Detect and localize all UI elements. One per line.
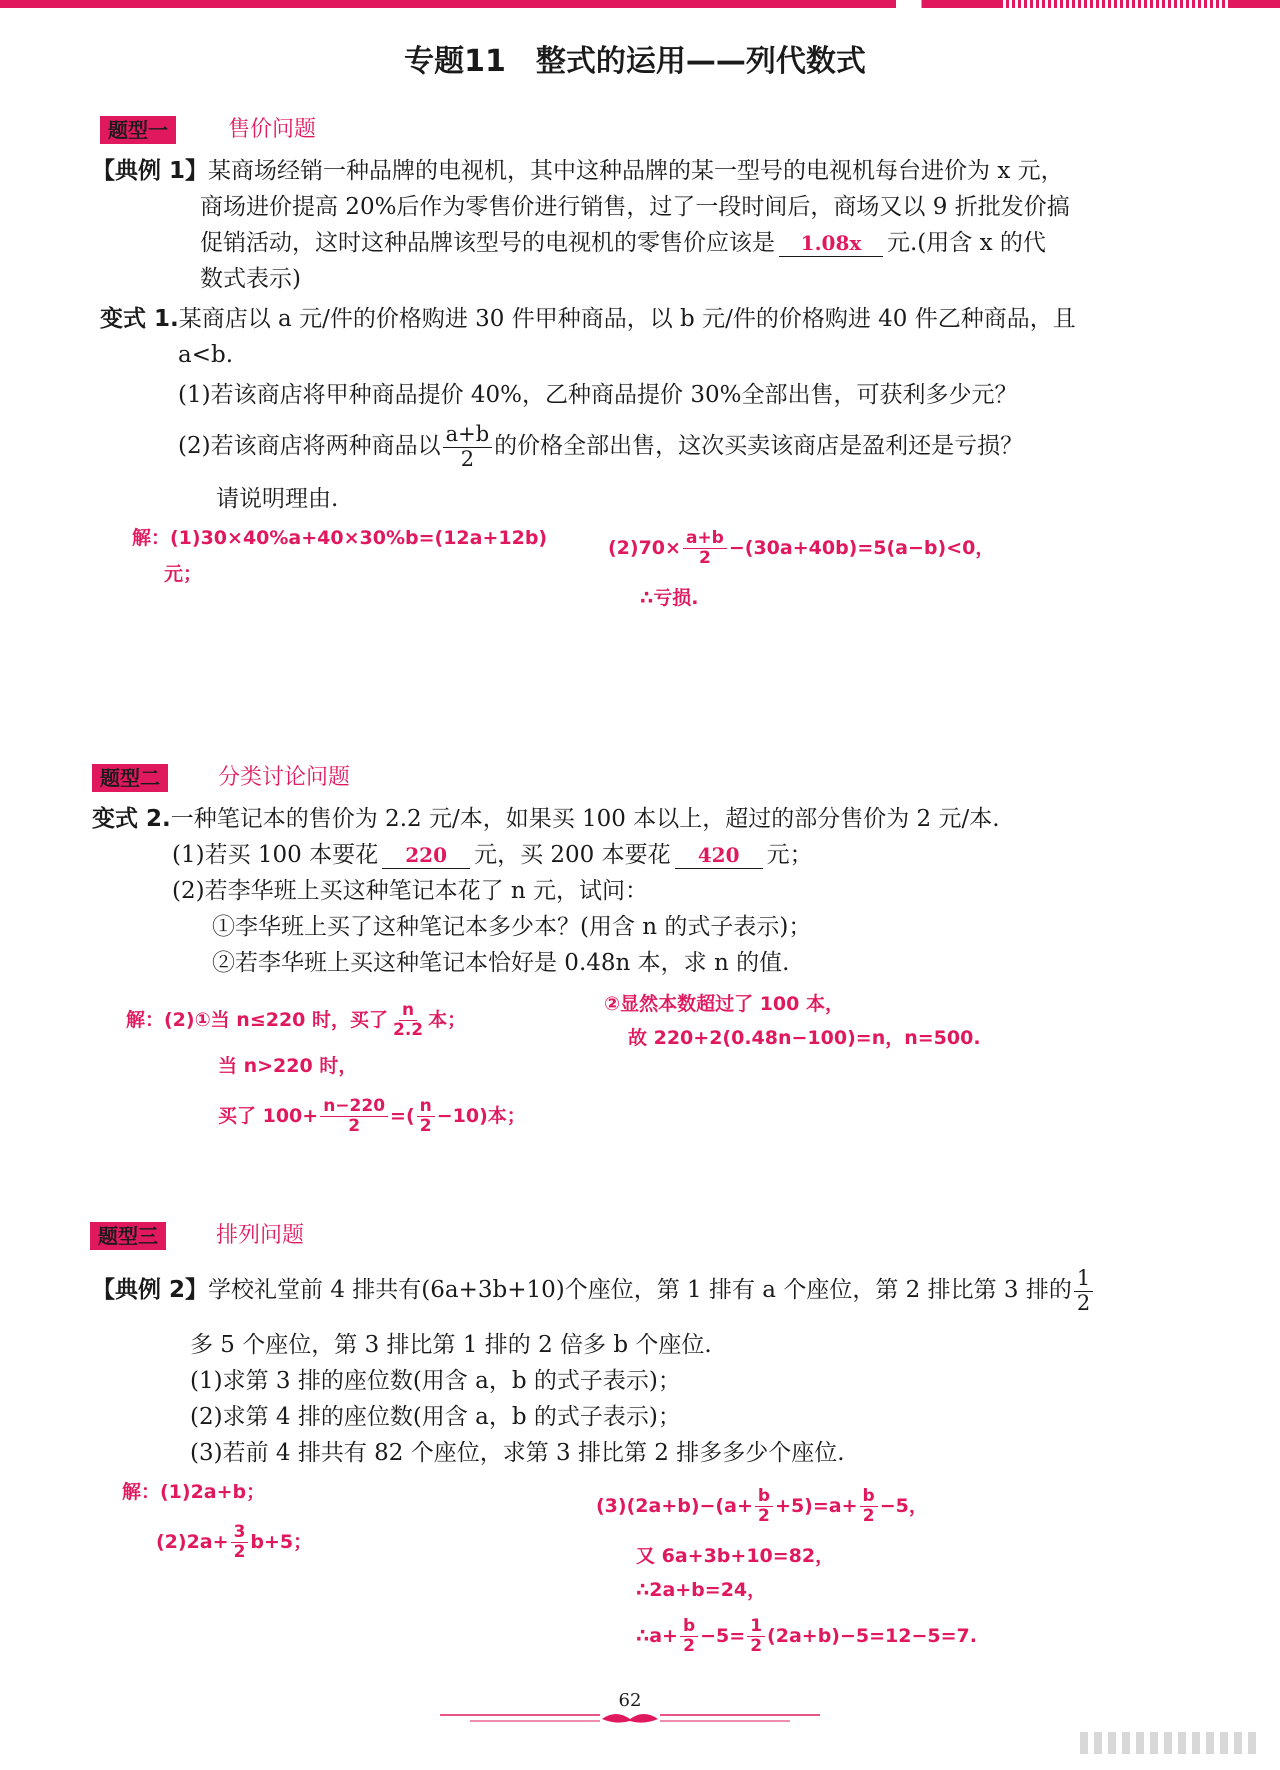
- answer-text-c: (2a+b)−5=12−5=7.: [767, 1625, 977, 1647]
- variant-1-question-2: [178, 416, 1023, 476]
- fraction-numerator: 1: [747, 1617, 765, 1637]
- variant-1-answer-2-line-1: [608, 520, 994, 576]
- variant-2-text-1: 一种笔记本的售价为 2.2 元/本，如果买 100 本以上，超过的部分售价为 2 元/本.: [170, 806, 1000, 832]
- fraction-denominator: 2: [750, 1636, 763, 1656]
- variant-1-line-1: [100, 302, 1076, 336]
- example-1-line-4: 数式表示): [200, 266, 301, 292]
- fraction-numerator: n: [417, 1097, 435, 1117]
- fraction: [320, 1097, 388, 1135]
- fraction-numerator: a+b: [443, 423, 493, 447]
- fraction-numerator: n−220: [320, 1097, 388, 1117]
- variant-1-answer-2-line-2: ∴亏损.: [640, 587, 699, 609]
- fraction: [755, 1487, 773, 1525]
- variant-2-q1-text: (1)若买 100 本要花: [172, 842, 379, 868]
- example-2-answer-3-line-4: [636, 1606, 977, 1666]
- fraction: [417, 1097, 435, 1135]
- fraction-numerator: 1: [1074, 1267, 1093, 1291]
- answer-text-b: −5=: [700, 1625, 746, 1647]
- example-2-text-1: 学校礼堂前 4 排共有(6a+3b+10)个座位，第 1 排有 a 个座位，第 2 排比第 3 排的: [208, 1277, 1072, 1303]
- variant-2-answer-a-line-2: 当 n>220 时，: [218, 1055, 358, 1077]
- variant-2-line-1: [92, 802, 1000, 836]
- example-1-line-2: 商场进价提高 20%后作为零售价进行销售，过了一段时间后，商场又以 9 折批发价搞: [200, 194, 1070, 220]
- answer-text: (2)70×: [608, 537, 681, 559]
- fraction-numerator: 3: [231, 1523, 249, 1543]
- answer-text-b: =(: [390, 1105, 415, 1127]
- section-title-1: 售价问题: [228, 117, 317, 142]
- fraction-denominator: 2: [419, 1116, 432, 1136]
- variant-2-q1-text-b: 元，买 200 本要花: [474, 842, 671, 868]
- fraction: [390, 1001, 426, 1039]
- fraction-denominator: 2: [862, 1506, 875, 1526]
- answer-text: (2)2a+: [156, 1531, 229, 1553]
- example-2-label: 【典例 2】: [92, 1277, 209, 1303]
- variant-1-line-2: a<b.: [178, 342, 234, 368]
- answer-blank-1: 1.08x: [779, 230, 883, 257]
- variant-2-q1-text-c: 元；: [766, 842, 813, 868]
- variant-2-label: 变式 2.: [92, 806, 171, 832]
- fraction-numerator: b: [680, 1617, 698, 1637]
- variant-1-question-2-line-2: 请说明理由.: [216, 486, 339, 512]
- fraction-numerator: b: [860, 1487, 878, 1507]
- variant-2-question-1: [172, 838, 813, 872]
- answer-blank-2: 220: [382, 842, 470, 869]
- answer-text: (3)(2a+b)−(a+: [596, 1495, 753, 1517]
- variant-1-q2-text: (2)若该商店将两种商品以: [178, 433, 441, 459]
- variant-2-answer-a-line-3: [218, 1086, 526, 1146]
- variant-1-text-1: 某商店以 a 元/件的价格购进 30 件甲种商品，以 b 元/件的价格购进 40 件乙种商品，且: [178, 306, 1076, 332]
- fraction: [860, 1487, 878, 1525]
- example-2-answer-3-line-2: 又 6a+3b+10=82，: [636, 1545, 835, 1567]
- example-1-text-1: 某商场经销一种品牌的电视机，其中这种品牌的某一型号的电视机每台进价为 x 元，: [208, 158, 1064, 184]
- answer-text: 买了 100+: [218, 1105, 319, 1127]
- fraction-denominator: 2: [233, 1542, 246, 1562]
- fraction-numerator: n: [399, 1001, 417, 1021]
- fraction-denominator: 2.2: [393, 1020, 424, 1040]
- section-tag-3: 题型三: [90, 1222, 166, 1250]
- variant-1-q2-text-b: 的价格全部出售，这次买卖该商店是盈利还是亏损？: [494, 433, 1024, 459]
- section-title-3: 排列问题: [216, 1223, 305, 1248]
- fraction-numerator: a+b: [683, 529, 727, 549]
- example-1-line-1: [92, 154, 1064, 188]
- example-2-answer-3-line-1: [596, 1476, 928, 1536]
- variant-1-question-1: (1)若该商店将甲种商品提价 40%，乙种商品提价 30%全部出售，可获利多少元？: [178, 382, 1018, 408]
- variant-2-question-2b: ②若李华班上买这种笔记本恰好是 0.48n 本，求 n 的值.: [212, 950, 790, 976]
- answer-text-c: −10)本；: [436, 1105, 526, 1127]
- variant-2-answer-b-line-1: ②显然本数超过了 100 本，: [604, 993, 844, 1015]
- variant-1-answer-1-line-1: 解：(1)30×40%a+40×30%b=(12a+12b): [132, 527, 548, 549]
- answer-text: ∴a+: [636, 1625, 678, 1647]
- example-1-text-3b: 元.(用含 x 的代: [887, 230, 1046, 256]
- example-1-label: 【典例 1】: [92, 158, 209, 184]
- example-2-question-2: (2)求第 4 排的座位数(用含 a，b 的式子表示)；: [190, 1404, 681, 1430]
- answer-blank-3: 420: [675, 842, 763, 869]
- fraction: [747, 1617, 765, 1655]
- example-2-line-2: 多 5 个座位，第 3 排比第 1 排的 2 倍多 b 个座位.: [190, 1332, 712, 1358]
- section-tag-2: 题型二: [92, 764, 168, 792]
- fraction: [680, 1617, 698, 1655]
- example-1-line-3: [200, 226, 1046, 260]
- fraction: [443, 423, 493, 470]
- fraction: [1074, 1267, 1093, 1314]
- example-2-answer-3-line-3: ∴2a+b=24，: [636, 1579, 767, 1601]
- example-2-answer-1: 解：(1)2a+b；: [122, 1481, 266, 1503]
- answer-text-b: 本；: [428, 1009, 467, 1031]
- section-tag-1: 题型一: [100, 116, 176, 144]
- answer-text-b: +5)=a+: [775, 1495, 858, 1517]
- answer-text-c: −5，: [879, 1495, 928, 1517]
- example-2-question-3: (3)若前 4 排共有 82 个座位，求第 3 排比第 2 排多多少个座位.: [190, 1440, 845, 1466]
- top-right-barcode-decor: [1000, 0, 1230, 8]
- fraction: [683, 529, 727, 567]
- fraction-denominator: 2: [1076, 1290, 1091, 1315]
- fraction-denominator: 2: [698, 548, 711, 568]
- fraction-numerator: b: [755, 1487, 773, 1507]
- answer-text-b: −(30a+40b)=5(a−b)<0，: [728, 537, 995, 559]
- answer-text: 解：(2)①当 n≤220 时，买了: [126, 1009, 389, 1031]
- variant-1-answer-1-line-2: 元；: [164, 563, 203, 585]
- fraction-denominator: 2: [460, 446, 475, 471]
- example-1-text-3: 促销活动，这时这种品牌该型号的电视机的零售价应该是: [200, 230, 775, 256]
- page-title: 专题11 整式的运用——列代数式: [404, 44, 866, 79]
- variant-2-question-2a: ①李华班上买了这种笔记本多少本？(用含 n 的式子表示)；: [212, 914, 812, 940]
- example-2-answer-2: [156, 1512, 312, 1572]
- variant-2-question-2: (2)若李华班上买这种笔记本花了 n 元，试问：: [172, 878, 649, 904]
- variant-1-label: 变式 1.: [100, 306, 179, 332]
- variant-2-answer-b-line-2: 故 220+2(0.48n−100)=n，n=500.: [628, 1027, 981, 1049]
- variant-2-answer-a-line-1: [126, 990, 466, 1050]
- fraction-denominator: 2: [683, 1636, 695, 1656]
- section-title-2: 分类讨论问题: [218, 765, 351, 790]
- answer-text-b: b+5；: [250, 1531, 313, 1553]
- fraction-denominator: 2: [348, 1116, 361, 1136]
- fraction-denominator: 2: [758, 1506, 770, 1526]
- fraction: [231, 1523, 249, 1561]
- bottom-right-decor: [1080, 1732, 1260, 1754]
- example-2-line-1: [92, 1260, 1095, 1320]
- page-number: 62: [618, 1690, 642, 1711]
- example-2-question-1: (1)求第 3 排的座位数(用含 a，b 的式子表示)；: [190, 1368, 681, 1394]
